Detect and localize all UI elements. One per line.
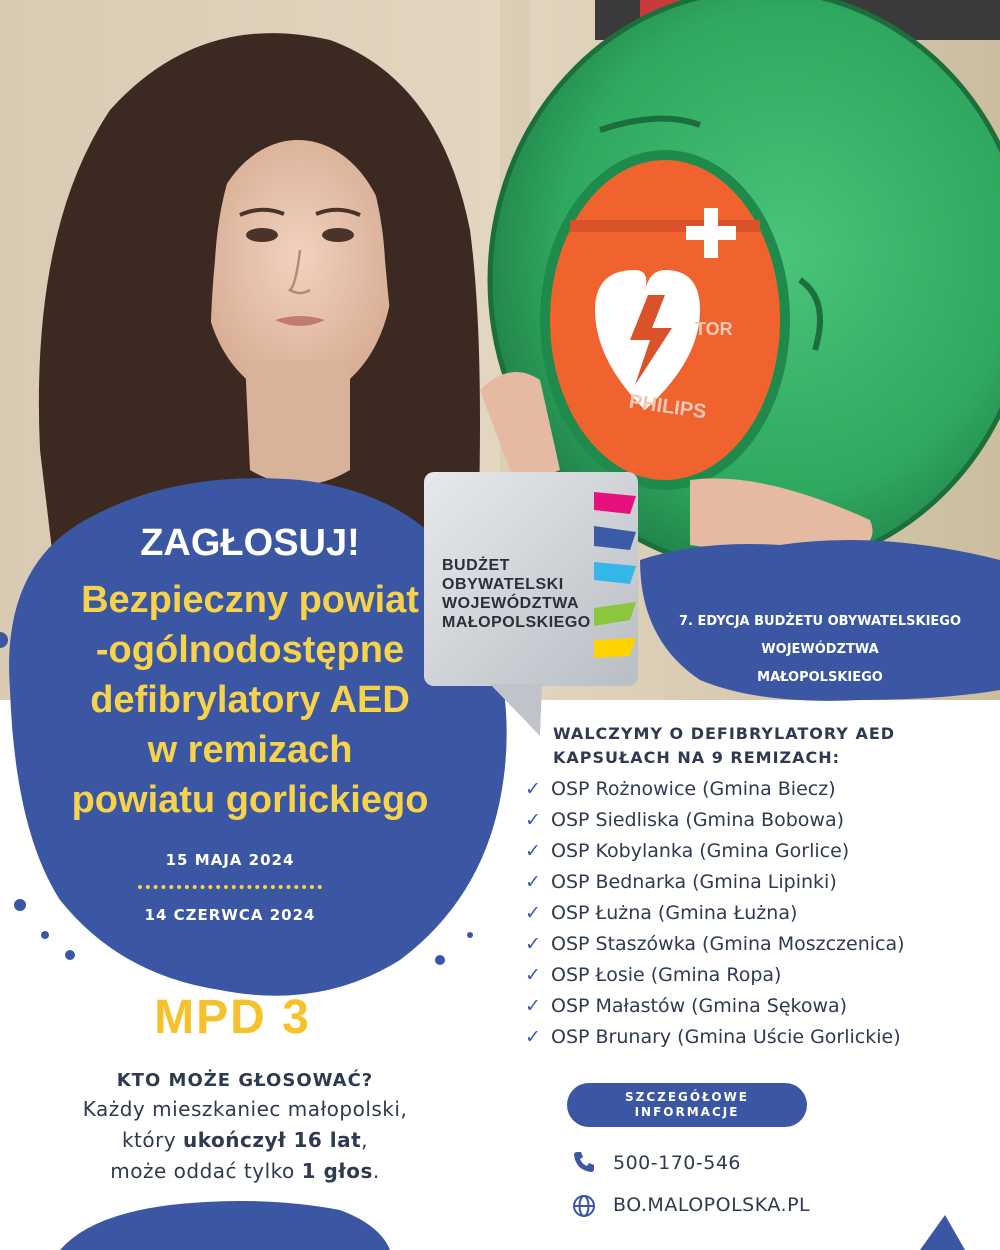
list-item: ✓ OSP Brunary (Gmina Uście Gorlickie) xyxy=(525,1026,901,1048)
list-item: ✓ OSP Rożnowice (Gmina Biecz) xyxy=(525,778,836,800)
budget-logo xyxy=(424,472,638,686)
hero-title xyxy=(30,575,470,825)
list-item: ✓ OSP Łużna (Gmina Łużna) xyxy=(525,902,798,924)
voting-info xyxy=(40,1068,450,1187)
logo-line: OBYWATELSKI xyxy=(442,576,564,593)
details-button[interactable] xyxy=(567,1083,807,1127)
list-item: ✓ OSP Małastów (Gmina Sękowa) xyxy=(525,995,848,1017)
logo-line: WOJEWÓDZTWA xyxy=(442,595,580,612)
globe-icon xyxy=(572,1194,596,1218)
check-icon: ✓ xyxy=(525,964,541,986)
list-item: ✓ OSP Łosie (Gmina Ropa) xyxy=(525,964,782,986)
date-start: 15 MAJA 2024 xyxy=(165,851,295,869)
edition-info xyxy=(655,608,985,692)
details-button-label: SZCZEGÓŁOWE xyxy=(624,1090,749,1104)
check-icon: ✓ xyxy=(525,778,541,800)
age-requirement: ukończył 16 lat xyxy=(183,1128,362,1152)
edition-line: 7. EDYCJA BUDŻETU OBYWATELSKIEGO xyxy=(678,614,962,629)
phone-icon xyxy=(572,1150,596,1174)
details-button-label: INFORMACJE xyxy=(634,1105,740,1119)
date-end: 14 CZERWCA 2024 xyxy=(144,906,316,924)
check-icon: ✓ xyxy=(525,1026,541,1048)
vote-limit: 1 głos xyxy=(301,1159,373,1183)
hero-title-line: w remizach xyxy=(147,729,353,771)
hero-title-line: defibrylatory AED xyxy=(90,679,410,721)
hero-title-line: powiatu gorlickiego xyxy=(71,779,429,821)
fight-heading-line: WALCZYMY O DEFIBRYLATORY AED xyxy=(553,724,896,743)
svg-text:PHILIPS: PHILIPS xyxy=(627,390,708,424)
fight-heading xyxy=(553,722,895,770)
check-icon: ✓ xyxy=(525,933,541,955)
voting-line: Każdy mieszkaniec małopolski, xyxy=(82,1097,408,1121)
logo-tail xyxy=(490,684,550,744)
list-item: ✓ OSP Bednarka (Gmina Lipinki) xyxy=(525,871,837,893)
edition-line: MAŁOPOLSKIEGO xyxy=(757,670,883,685)
project-code: MPD 3 xyxy=(154,991,311,1044)
check-icon: ✓ xyxy=(525,902,541,924)
logo-line: BUDŻET xyxy=(442,557,510,574)
logo-stripes xyxy=(594,492,638,662)
fight-heading-line: KAPSUŁACH NA 9 REMIZACH: xyxy=(553,748,841,767)
check-icon: ✓ xyxy=(525,809,541,831)
voting-heading: KTO MOŻE GŁOSOWAĆ? xyxy=(116,1070,374,1091)
edition-line: WOJEWÓDZTWA xyxy=(761,642,879,657)
hero-title-line: Bezpieczny powiat xyxy=(81,579,419,621)
logo-line: MAŁOPOLSKIEGO xyxy=(442,614,591,631)
list-item: ✓ OSP Siedliska (Gmina Bobowa) xyxy=(525,809,844,831)
list-item: ✓ OSP Staszówka (Gmina Moszczenica) xyxy=(525,933,905,955)
list-item: ✓ OSP Kobylanka (Gmina Gorlice) xyxy=(525,840,850,862)
phone-number[interactable]: 500-170-546 xyxy=(613,1152,742,1174)
check-icon: ✓ xyxy=(525,840,541,862)
voting-line: może oddać tylko 1 głos. xyxy=(110,1159,380,1183)
hero-title-line: -ogólnodostępne xyxy=(95,629,405,671)
date-divider xyxy=(138,885,322,889)
check-icon: ✓ xyxy=(525,995,541,1017)
voting-line: który ukończył 16 lat, xyxy=(121,1128,369,1152)
check-icon: ✓ xyxy=(525,871,541,893)
cta-heading: ZAGŁOSUJ! xyxy=(140,522,360,564)
website-link[interactable]: BO.MALOPOLSKA.PL xyxy=(613,1194,811,1216)
svg-text:TOR: TOR xyxy=(695,319,733,339)
